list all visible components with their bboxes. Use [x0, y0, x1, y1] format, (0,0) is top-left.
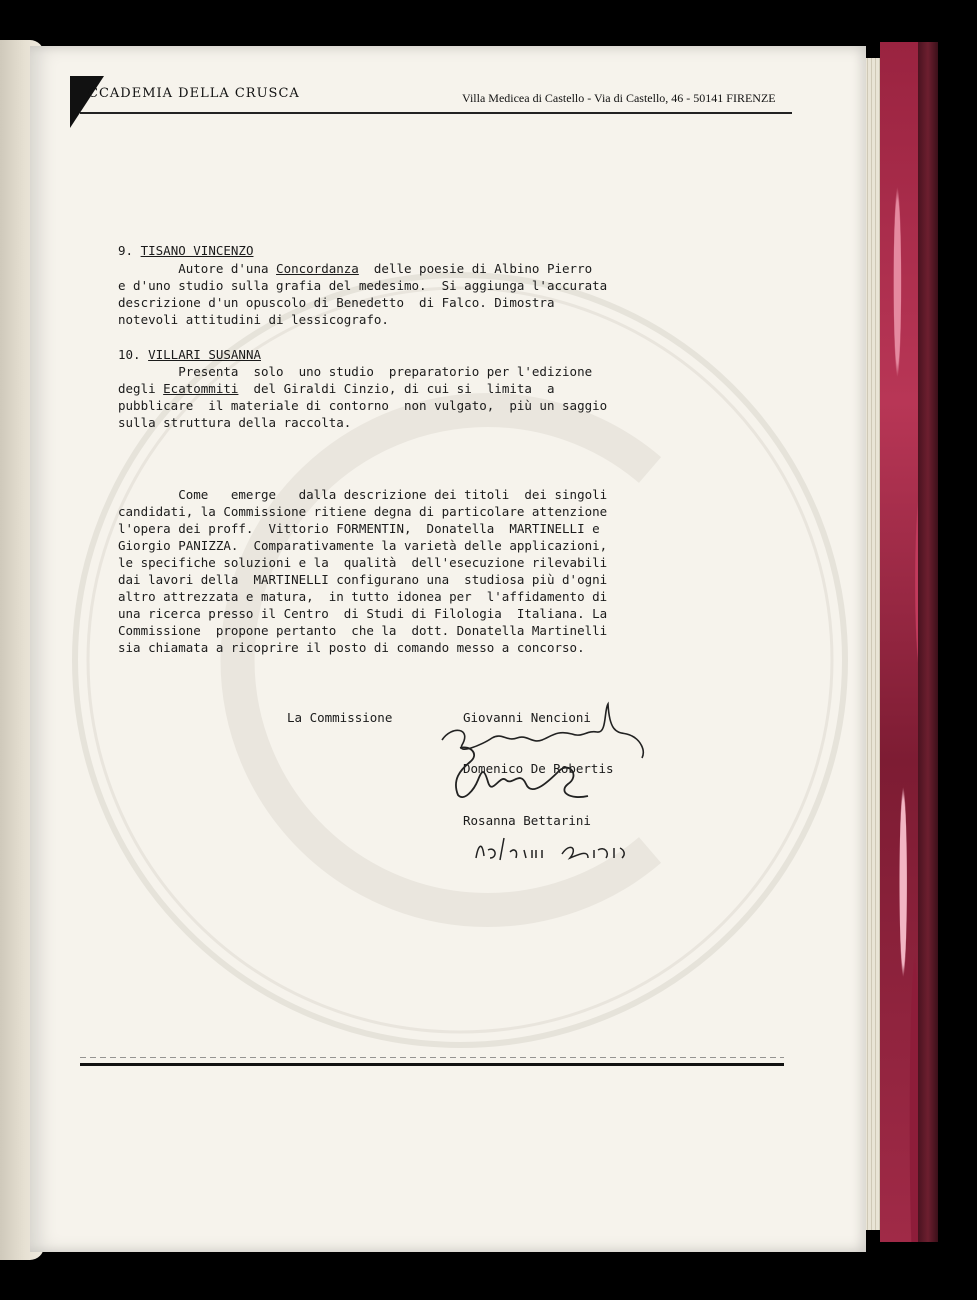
conclusion-line: l'opera dei proff. Vittorio FORMENTIN, Donatella MARTINELLI e — [118, 521, 600, 536]
section-9-name: TISANO VINCENZO — [140, 243, 254, 258]
concordanza-title: Concordanza — [276, 261, 359, 276]
section-9-line-1 — [118, 260, 592, 277]
header-institution: CCADEMIA DELLA CRUSCA — [88, 86, 300, 101]
section-9-line-4: notevoli attitudini di lessicografo. — [118, 312, 389, 327]
section-10-heading — [118, 346, 261, 363]
conclusion-line: altro attrezzata e matura, in tutto idonea per l'affidamento di — [118, 589, 608, 604]
section-10-line-4: sulla struttura della raccolta. — [118, 415, 352, 430]
section-10-name: VILLARI SUSANNA — [148, 347, 261, 362]
text-run: Autore d'una — [118, 261, 277, 276]
section-9-heading — [118, 242, 253, 259]
header-address: Villa Medicea di Castello - Via di Castello, 46 - 50141 FIRENZE — [462, 91, 776, 105]
text-run: del Giraldi Cinzio, di cui si limita a — [238, 381, 555, 396]
conclusion-line: dai lavori della MARTINELLI configurano una studiosa più d'ogni — [118, 572, 608, 587]
conclusion-line: Come emerge dalla descrizione dei titoli dei singoli — [118, 487, 608, 502]
footer-dotted-rule — [80, 1057, 784, 1058]
book-binding — [918, 42, 938, 1242]
section-9-line-2: e d'uno studio sulla grafia del medesimo. Si aggiunga l'accurata — [118, 278, 608, 293]
commission-label: La Commissione — [287, 710, 393, 725]
section-9-line-3: descrizione d'un opuscolo di Benedetto di Falco. Dimostra — [118, 295, 555, 310]
header-rule — [80, 112, 792, 114]
conclusion-line: sia chiamata a ricoprire il posto di comando messo a concorso. — [118, 640, 585, 655]
section-10-line-1: Presenta solo uno studio preparatorio per l'edizione — [118, 364, 593, 379]
conclusion-line: una ricerca presso il Centro di Studi di Filologia Italiana. La — [118, 606, 608, 621]
text-run: delle poesie di Albino Pierro — [358, 261, 593, 276]
conclusion-line: Giorgio PANIZZA. Comparativamente la varietà delle applicazioni, — [118, 538, 608, 553]
conclusion-line: le specifiche soluzioni e la qualità dell'esecuzione rilevabili — [118, 555, 608, 570]
ecatommiti-title: Ecatommiti — [163, 381, 239, 396]
conclusion-line: Commissione propone pertanto che la dott. Donatella Martinelli — [118, 623, 608, 638]
signature-de-robertis-icon — [440, 740, 610, 805]
section-10-number: 10. — [118, 347, 141, 362]
signature-bettarini-icon — [470, 828, 640, 868]
signatory-de-robertis: Domenico De Robertis — [463, 761, 614, 776]
section-9-number: 9. — [118, 243, 134, 258]
signatory-nencioni: Giovanni Nencioni — [463, 710, 591, 725]
header-corner-mark — [70, 76, 104, 128]
section-10-line-3: pubblicare il materiale di contorno non vulgato, più un saggio — [118, 398, 608, 413]
signatory-bettarini: Rosanna Bettarini — [463, 813, 591, 828]
conclusion-line: candidati, la Commissione ritiene degna di particolare attenzione — [118, 504, 608, 519]
footer-rule — [80, 1063, 784, 1066]
text-run: degli — [118, 381, 164, 396]
section-10-line-2 — [118, 380, 555, 397]
